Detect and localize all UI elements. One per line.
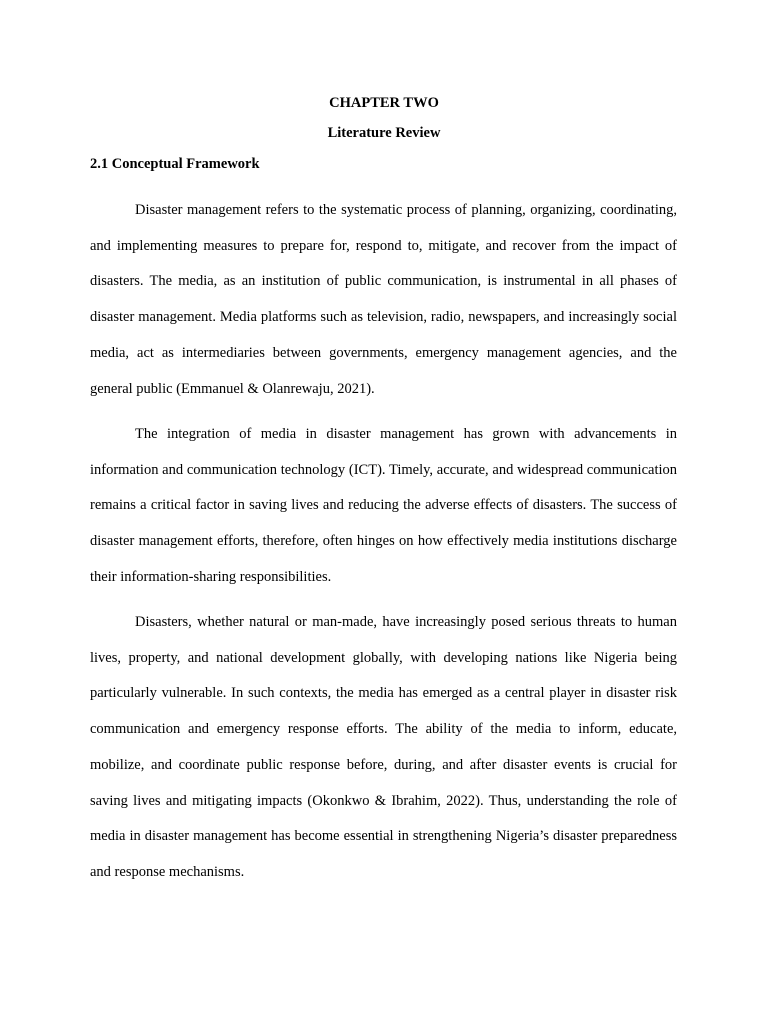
paragraph-2: The integration of media in disaster management has grown with advancements in information and communication technology (ICT). Timely, accurate, and widespread communication remains a critical factor in saving lives and reducing the adverse effects of disasters. The success of disaster management efforts, therefore, often hinges on how effectively media institutions discharge their information-sharing responsibilities. bbox=[90, 426, 677, 585]
section-heading: 2.1 Conceptual Framework bbox=[90, 156, 260, 172]
paragraph-1: Disaster management refers to the systematic process of planning, organizing, coordinating, and implementing measures to prepare for, respond to, mitigate, and recover from the impact of disasters. The media, as an institution of public communication, is instrumental in all phases of disaster management. Media platforms such as television, radio, newspapers, and increasingly social media, act as intermediaries between governments, emergency management agencies, and the general public (Emmanuel & Olanrewaju, 2021). bbox=[90, 202, 677, 397]
paragraph-3: Disasters, whether natural or man-made, have increasingly posed serious threats to human lives, property, and national development globally, with developing nations like Nigeria being particularly vulnerable. In such contexts, the media has emerged as a central player in disaster risk communication and emergency response efforts. The ability of the media to inform, educate, mobilize, and coordinate public response before, during, and after disaster events is crucial for saving lives and mitigating impacts (Okonkwo & Ibrahim, 2022). Thus, understanding the role of media in disaster management has become essential in strengthening Nigeria’s disaster preparedness and response mechanisms. bbox=[90, 614, 677, 880]
chapter-title: CHAPTER TWO bbox=[329, 95, 439, 111]
chapter-subtitle: Literature Review bbox=[327, 125, 441, 141]
